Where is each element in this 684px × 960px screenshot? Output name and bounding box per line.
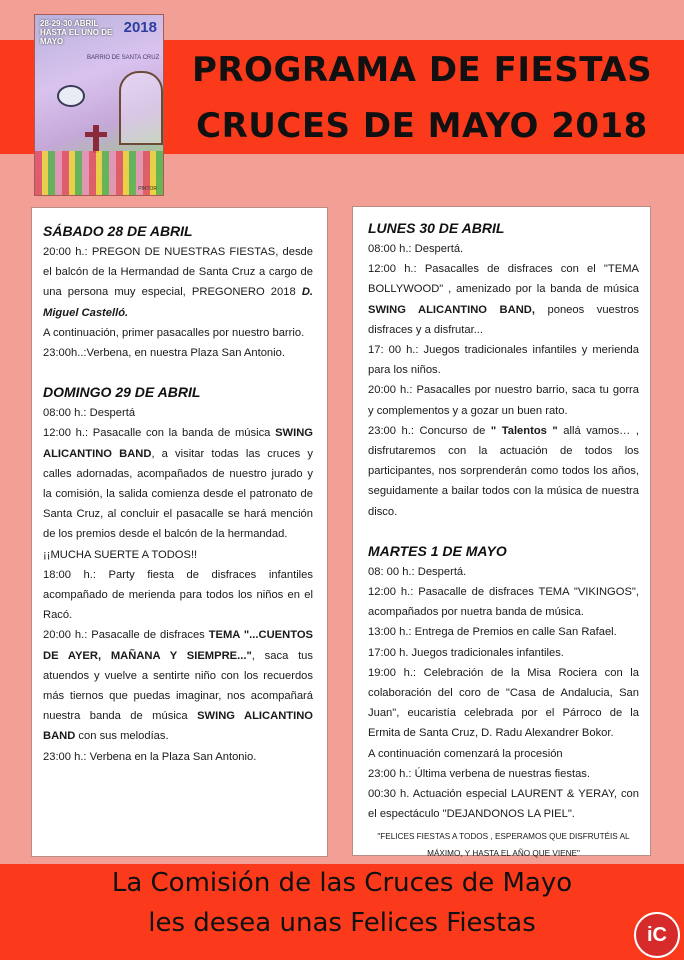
closing-message	[368, 828, 639, 862]
event-highlight: TEMA "...CUENTOS DE AYER, MAÑANA Y SIEMPRE..."	[43, 629, 313, 662]
event-item: 23:00h..:Verbena, en nuestra Plaza San Antonio.	[43, 347, 285, 360]
event-item: ¡¡MUCHA SUERTE A TODOS!!	[43, 548, 198, 561]
event-item: 23:00 h.: Verbena en la Plaza San Antonio.	[43, 750, 257, 763]
event-item: A continuación, primer pasacalles por nuestro barrio.	[43, 326, 305, 339]
event-highlight: D. Miguel Castelló.	[43, 286, 313, 319]
drum-icon	[57, 85, 85, 107]
event-item: 17: 00 h.: Juegos tradicionales infantiles y merienda para los niños.	[368, 344, 639, 377]
event-item: 08: 00 h.: Despertá.	[368, 565, 467, 578]
event-item	[368, 421, 639, 522]
day-heading-saturday: SÁBADO 28 DE ABRIL	[43, 223, 193, 239]
event-text: 12:00 h.: Pasacalle con la banda de música	[43, 427, 276, 440]
event-highlight: SWING ALICANTINO BAND	[43, 427, 313, 460]
day-heading-sunday: DOMINGO 29 DE ABRIL	[43, 384, 201, 401]
event-item	[368, 259, 639, 340]
page-title-line2: CRUCES DE MAYO 2018	[196, 106, 648, 146]
program-left-column	[31, 207, 328, 857]
event-item: 08:00 h.: Despertá.	[368, 243, 464, 255]
poster-signature: PINTOR	[138, 186, 157, 192]
day-heading-monday: LUNES 30 DE ABRIL	[368, 220, 505, 236]
event-item	[43, 423, 313, 544]
closing-line1: "FELICES FIESTAS A TODOS , ESPERAMOS QUE DISFRUTÉIS AL	[377, 832, 630, 842]
closing-line2: MÁXIMO, Y HASTA EL AÑO QUE VIENE"	[427, 849, 580, 859]
event-item: 00:30 h. Actuación especial LAURENT & YERAY, con el espectáculo "DEJANDONOS LA PIEL".	[368, 788, 639, 821]
poster-subtitle: BARRIO DE SANTA CRUZ	[87, 55, 160, 61]
event-item: 18:00 h.: Party fiesta de disfraces infantiles acompañado de merienda para todos los niños en el Racó.	[43, 568, 313, 622]
event-highlight: SWING ALICANTINO BAND,	[368, 303, 535, 316]
event-item: A continuación comenzará la procesión	[368, 747, 563, 760]
event-item: 19:00 h.: Celebración de la Misa Rociera con la colaboración del coro de "Casa de Andalucia, San Juan", eucaristía celebrada por el Párroco de la Ermita de Santa Cruz, D. Radu Alexandrer Bokor.	[368, 666, 639, 740]
event-text: 23:00 h.: Concurso de	[368, 424, 491, 437]
event-text: , a visitar todas las cruces y calles adornadas, acompañados de nuestro jurado y la comisión, la salida comienza desde el patronato de Santa Cruz, al concluir el pasacalle se hará mención de los premios desde el balcón de la hermandad.	[43, 447, 313, 541]
poster-image	[34, 14, 164, 196]
ic-logo-icon: iC	[634, 912, 680, 958]
footer-line2: les desea unas Felices Fiestas	[148, 908, 536, 938]
event-text: 20:00 h.: PREGON DE NUESTRAS FIESTAS, desde el balcón de la Hermandad de Santa Cruz a cargo de una persona muy especial, PREGONERO 2018	[43, 246, 313, 299]
event-item: 12:00 h.: Pasacalle de disfraces TEMA "VIKINGOS", acompañados por nuetra banda de música.	[368, 586, 639, 619]
event-item: 20:00 h.: Pasacalles por nuestro barrio, saca tu gorra y complementos y a gozar un buen rato.	[368, 384, 639, 417]
footer-line1: La Comisión de las Cruces de Mayo	[111, 868, 573, 898]
event-text: , saca tus atuendos y vuelve a sentirte niño con los recuerdos más tiernos que puedas imaginar, nos acompañará nuestra banda de música	[43, 649, 313, 723]
event-item	[43, 242, 313, 323]
event-item: 23:00 h.: Última verbena de nuestras fiestas.	[368, 767, 591, 780]
event-item: 08:00 h.: Despertá	[43, 407, 136, 420]
event-item: 17:00 h. Juegos tradicionales infantiles.	[368, 646, 564, 659]
page-title-line1: PROGRAMA DE FIESTAS	[191, 50, 653, 90]
program-right-column	[352, 206, 651, 859]
poster-dates: 28-29-30 ABRIL HASTA EL UNO DE MAYO	[40, 19, 113, 46]
day-heading-tuesday: MARTES 1 DE MAYO	[368, 542, 507, 559]
event-text: 20:00 h.: Pasacalle de disfraces	[43, 629, 209, 642]
cross-icon	[93, 125, 99, 153]
event-text: 12:00 h.: Pasacalles de disfraces con el "TEMA BOLLYWOOD" , amenizado por la banda de música	[368, 263, 639, 296]
event-text: allá vamos… , disfrutaremos con la actuación de todos los participantes, nos sorprenderán como todos los años, seguidamente a bailar todos con la música de nuestra disco.	[368, 424, 639, 518]
balcony-illustration	[119, 71, 163, 145]
poster-year: 2018	[123, 19, 157, 36]
event-highlight: SWING ALICANTINO BAND	[43, 710, 313, 743]
event-text: poneos vuestros disfraces y a disfrutar...	[368, 303, 640, 336]
event-text: con sus melodías.	[75, 730, 169, 743]
event-item	[43, 625, 313, 746]
event-highlight: " Talentos "	[490, 424, 558, 437]
event-item: 13:00 h.: Entrega de Premios en calle San Rafael.	[368, 626, 617, 639]
